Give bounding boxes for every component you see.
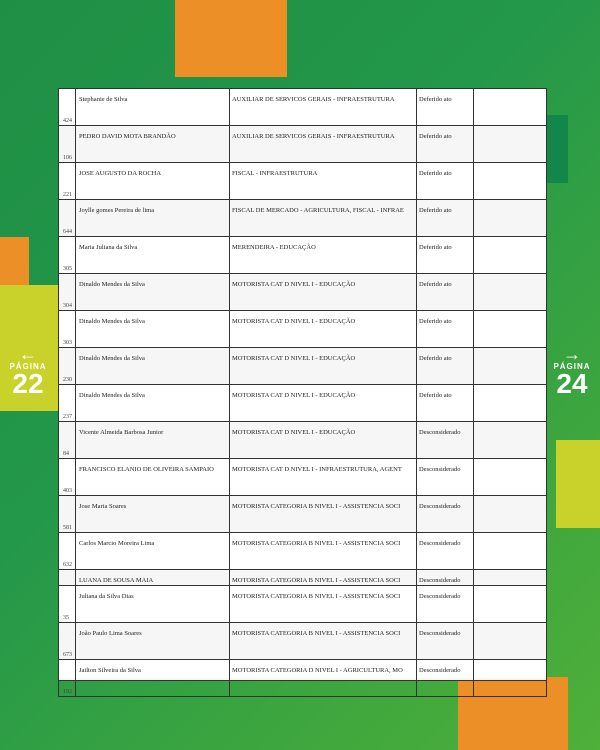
row-id: 644 xyxy=(59,200,76,237)
candidate-name: Jailton Silveira da Silva xyxy=(76,660,230,697)
position-name: MOTORISTA CAT D NIVEL I - EDUCAÇÃO xyxy=(230,422,417,459)
row-id: 237 xyxy=(59,385,76,422)
candidate-name: Stephanie de Silva xyxy=(76,89,230,126)
status-cell: Desconsiderado xyxy=(417,660,474,697)
row-id: 632 xyxy=(59,533,76,570)
candidate-name: Jose Maria Soares xyxy=(76,496,230,533)
table-row xyxy=(59,200,547,237)
candidate-name: JOSE AUGUSTO DA ROCHA xyxy=(76,163,230,200)
candidate-name: FRANCISCO ELANIO DE OLIVEIRA SAMPAIO xyxy=(76,459,230,496)
extra-cell xyxy=(474,385,547,422)
table-row xyxy=(59,348,547,385)
candidate-name: LUANA DE SOUSA MAIA xyxy=(76,570,230,607)
extra-cell xyxy=(474,422,547,459)
status-cell: Desconsiderado xyxy=(417,496,474,533)
arrow-left-icon: ← xyxy=(19,344,37,364)
row-id: 581 xyxy=(59,496,76,533)
status-cell: Desconsiderado xyxy=(417,459,474,496)
row-id: 303 xyxy=(59,311,76,348)
table-row xyxy=(59,163,547,200)
position-name: MOTORISTA CATEGORIA B NIVEL I - ASSISTENCIA SOCI xyxy=(230,570,417,607)
status-cell: Deferido ato xyxy=(417,385,474,422)
extra-cell xyxy=(474,163,547,200)
position-name: MOTORISTA CATEGORIA B NIVEL I - ASSISTENCIA SOCI xyxy=(230,586,417,623)
extra-cell xyxy=(474,660,547,697)
status-cell: Desconsiderado xyxy=(417,570,474,607)
table-row xyxy=(59,274,547,311)
extra-cell xyxy=(474,237,547,274)
position-name: MOTORISTA CAT D NIVEL I - EDUCAÇÃO xyxy=(230,274,417,311)
position-name: MOTORISTA CATEGORIA D NIVEL I - AGRICULTURA, MO xyxy=(230,660,417,697)
row-id: 304 xyxy=(59,274,76,311)
extra-cell xyxy=(474,274,547,311)
table-row xyxy=(59,459,547,496)
candidate-name: João Paulo Lima Soares xyxy=(76,623,230,660)
position-name: MOTORISTA CAT D NIVEL I - EDUCAÇÃO xyxy=(230,311,417,348)
extra-cell xyxy=(474,623,547,660)
status-cell: Desconsiderado xyxy=(417,533,474,570)
row-id: 84 xyxy=(59,422,76,459)
status-cell: Deferido ato xyxy=(417,348,474,385)
extra-cell xyxy=(474,496,547,533)
row-id: 424 xyxy=(59,89,76,126)
status-cell: Deferido ato xyxy=(417,163,474,200)
candidate-name: Carlos Marcio Moreira Lima xyxy=(76,533,230,570)
extra-cell xyxy=(474,200,547,237)
position-name: MOTORISTA CAT D NIVEL I - EDUCAÇÃO xyxy=(230,348,417,385)
results-table-page xyxy=(58,88,546,584)
row-id: 230 xyxy=(59,348,76,385)
status-cell: Deferido ato xyxy=(417,200,474,237)
next-page-number: 24 xyxy=(556,368,588,399)
candidate-name: Vicente Almeida Barbosa Junior xyxy=(76,422,230,459)
candidate-name: Juliana da Silva Dias xyxy=(76,586,230,623)
extra-cell xyxy=(474,533,547,570)
extra-cell xyxy=(474,126,547,163)
row-id: 305 xyxy=(59,237,76,274)
table-row xyxy=(59,89,547,126)
position-name: FISCAL DE MERCADO - AGRICULTURA, FISCAL - INFRAE xyxy=(230,200,417,237)
position-name: MERENDEIRA - EDUCAÇÃO xyxy=(230,237,417,274)
row-id: 192 xyxy=(59,660,76,697)
extra-cell xyxy=(474,459,547,496)
next-page-button[interactable] xyxy=(548,346,596,397)
candidate-name: PEDRO DAVID MOTA BRANDÃO xyxy=(76,126,230,163)
table-row xyxy=(59,660,547,697)
row-id: 106 xyxy=(59,126,76,163)
position-name: AUXILIAR DE SERVICOS GERAIS - INFRAESTRUTURA xyxy=(230,126,417,163)
table-row xyxy=(59,311,547,348)
status-cell: Desconsiderado xyxy=(417,623,474,660)
status-cell: Deferido ato xyxy=(417,237,474,274)
prev-page-label: PÁGINA xyxy=(9,362,47,371)
candidate-name: Joylle gomes Pereira de lima xyxy=(76,200,230,237)
status-cell: Deferido ato xyxy=(417,126,474,163)
green-right-block xyxy=(546,115,568,183)
status-cell: Deferido ato xyxy=(417,89,474,126)
candidate-name: Dinaldo Mendes da Silva xyxy=(76,274,230,311)
table-row xyxy=(59,237,547,274)
position-name: AUXILIAR DE SERVICOS GERAIS - INFRAESTRUTURA xyxy=(230,89,417,126)
extra-cell xyxy=(474,586,547,623)
position-name: MOTORISTA CAT D NIVEL I - EDUCAÇÃO xyxy=(230,385,417,422)
candidate-name: Dinaldo Mendes da Silva xyxy=(76,348,230,385)
status-cell: Desconsiderado xyxy=(417,422,474,459)
row-id: 35 xyxy=(59,586,76,623)
table-row xyxy=(59,385,547,422)
position-name: FISCAL - INFRAESTRUTURA xyxy=(230,163,417,200)
arrow-right-icon: → xyxy=(563,344,581,364)
lime-right-block xyxy=(556,440,600,528)
candidate-name: Dinaldo Mendes da Silva xyxy=(76,311,230,348)
candidate-name: Dinaldo Mendes da Silva xyxy=(76,385,230,422)
prev-page-number: 22 xyxy=(12,368,44,399)
results-table-second xyxy=(58,585,547,697)
table-row xyxy=(59,422,547,459)
table-row xyxy=(59,126,547,163)
extra-cell xyxy=(474,348,547,385)
row-id: 403 xyxy=(59,459,76,496)
status-cell: Deferido ato xyxy=(417,311,474,348)
position-name: MOTORISTA CATEGORIA B NIVEL I - ASSISTENCIA SOCI xyxy=(230,496,417,533)
table-row xyxy=(59,496,547,533)
table-row xyxy=(59,533,547,570)
next-page-label: PÁGINA xyxy=(553,362,591,371)
results-table-continuation xyxy=(58,585,546,695)
position-name: MOTORISTA CAT D NIVEL I - INFRAESTRUTURA, AGENT xyxy=(230,459,417,496)
status-cell: Desconsiderado xyxy=(417,586,474,623)
candidate-name: Maria Juliana da Silva xyxy=(76,237,230,274)
row-id: 221 xyxy=(59,163,76,200)
row-id: 673 xyxy=(59,623,76,660)
orange-top-block xyxy=(175,0,287,77)
orange-left-block xyxy=(0,237,29,285)
table-row xyxy=(59,623,547,660)
extra-cell xyxy=(474,89,547,126)
status-cell: Deferido ato xyxy=(417,274,474,311)
table-row xyxy=(59,586,547,623)
extra-cell xyxy=(474,311,547,348)
position-name: MOTORISTA CATEGORIA B NIVEL I - ASSISTENCIA SOCI xyxy=(230,623,417,660)
position-name: MOTORISTA CATEGORIA B NIVEL I - ASSISTENCIA SOCI xyxy=(230,533,417,570)
prev-page-button[interactable] xyxy=(4,346,52,397)
